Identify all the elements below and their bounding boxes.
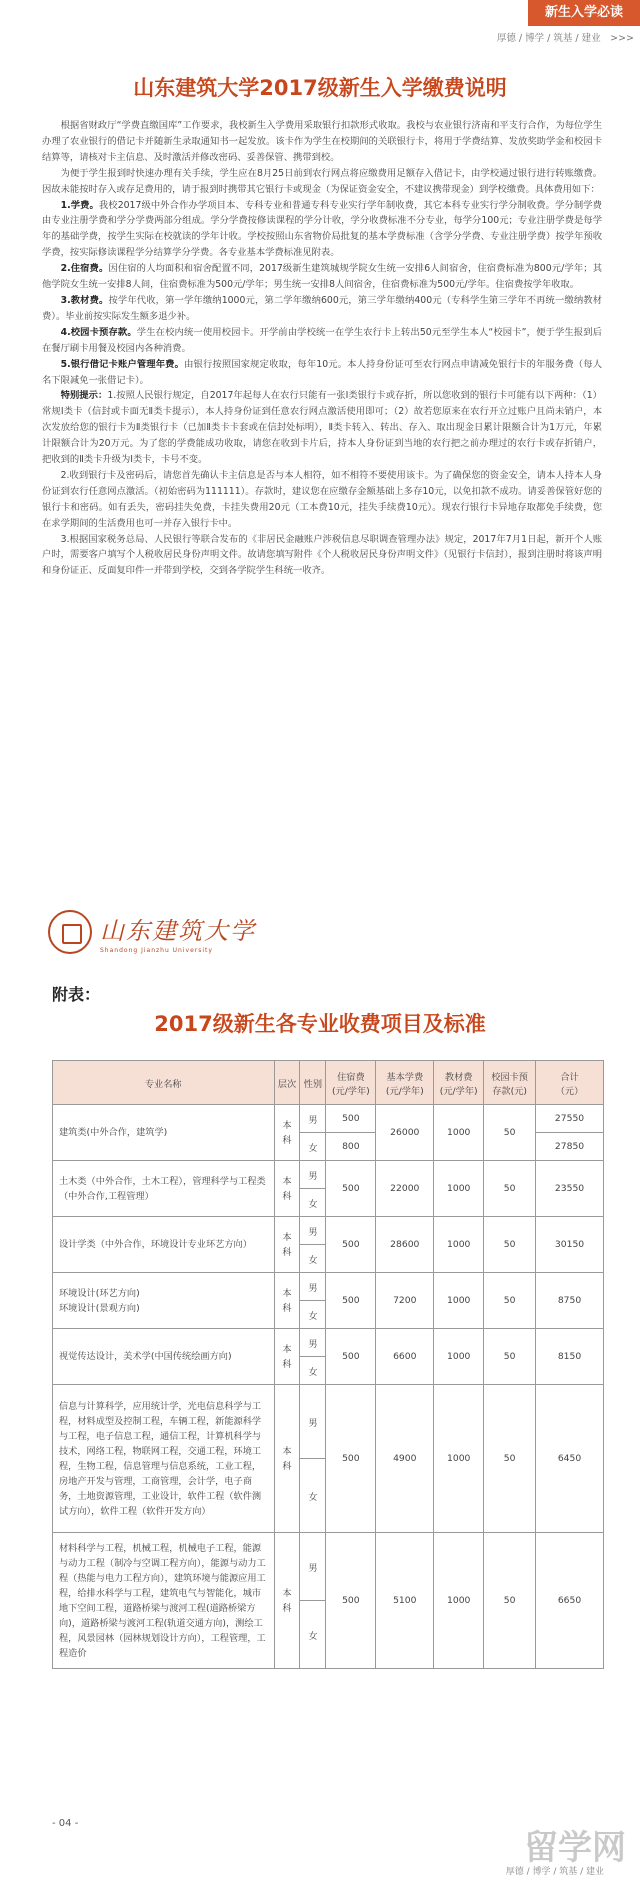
sex-cell: 男 — [300, 1385, 326, 1459]
fee-table — [52, 1060, 604, 1669]
logo-english-name: Shandong Jianzhu University — [100, 946, 213, 954]
major-cell: 视觉传达设计，美术学(中国传统绘画方向) — [53, 1329, 275, 1385]
sex-cell: 男 — [300, 1161, 326, 1189]
sex-cell: 男 — [300, 1105, 326, 1133]
paragraph-label: 特别提示： — [60, 390, 108, 402]
motto-tagline: 厚德 / 博学 / 筑基 / 建业 >>> — [496, 33, 634, 44]
sex-cell: 女 — [300, 1301, 326, 1329]
paragraph-text: 因住宿的人均面积和宿舍配置不同，2017级新生建筑城规学院女生统一安排6人间宿舍，住宿费标准为800元/学年；其他学院女生统一安排8人间，住宿费标准为500元/学年；男生统一安排8人间宿舍，住宿费标准为500元/学年。住宿费按学年收取。 — [42, 263, 602, 291]
paragraph — [42, 357, 602, 389]
paragraph — [42, 388, 602, 468]
table-row — [53, 1385, 604, 1459]
dorm-cell: 800 — [326, 1133, 376, 1161]
level-cell: 本 科 — [274, 1105, 300, 1161]
header-books: 教材费 (元/学年) — [434, 1061, 484, 1105]
table-row — [53, 1273, 604, 1301]
major-cell: 设计学类（中外合作，环境设计专业环艺方向） — [53, 1217, 275, 1273]
card-cell: 50 — [484, 1217, 536, 1273]
tuition-cell: 5100 — [376, 1533, 434, 1669]
dorm-cell: 500 — [326, 1217, 376, 1273]
tuition-cell: 22000 — [376, 1161, 434, 1217]
appendix-label: 附表： — [52, 985, 101, 1004]
total-cell: 6450 — [536, 1385, 604, 1533]
dorm-cell: 500 — [326, 1329, 376, 1385]
dorm-cell: 500 — [326, 1105, 376, 1133]
sex-cell: 女 — [300, 1133, 326, 1161]
books-cell: 1000 — [434, 1161, 484, 1217]
sex-cell: 男 — [300, 1329, 326, 1357]
footer-tagline: 厚德 / 博学 / 筑基 / 建业 — [505, 1867, 604, 1877]
books-cell: 1000 — [434, 1217, 484, 1273]
tuition-cell: 28600 — [376, 1217, 434, 1273]
card-cell: 50 — [484, 1329, 536, 1385]
dorm-cell: 500 — [326, 1385, 376, 1533]
header-dorm: 住宿费 (元/学年) — [326, 1061, 376, 1105]
card-cell: 50 — [484, 1385, 536, 1533]
dorm-cell: 500 — [326, 1533, 376, 1669]
appendix-title: 2017级新生各专业收费项目及标准 — [154, 1012, 486, 1036]
logo-chinese-name: 山东建筑大学 — [100, 916, 256, 945]
university-logo — [48, 910, 256, 954]
paragraph — [42, 293, 602, 325]
table-row — [53, 1533, 604, 1601]
paragraph-text: 由银行按照国家规定收取，每年10元。本人持身份证可至农行网点申请减免银行卡的年服务费（每人名下限减免一张借记卡）。 — [42, 358, 602, 386]
major-cell: 环境设计(环艺方向) 环境设计(景观方向) — [53, 1273, 275, 1329]
tuition-cell: 7200 — [376, 1273, 434, 1329]
major-cell: 土木类（中外合作，土木工程），管理科学与工程类（中外合作,工程管理） — [53, 1161, 275, 1217]
page-number: - 04 - — [52, 1818, 79, 1829]
section-tag: 新生入学必读 — [528, 0, 640, 26]
sex-cell: 女 — [300, 1357, 326, 1385]
total-cell: 27850 — [536, 1133, 604, 1161]
header-sex: 性别 — [300, 1061, 326, 1105]
watermark: 留学网 — [524, 1828, 626, 1868]
paragraph — [42, 325, 602, 357]
level-cell: 本 科 — [274, 1217, 300, 1273]
major-cell: 材料科学与工程，机械工程，机械电子工程，能源与动力工程（制冷与空调工程方向），能源与动力工程（热能与电力工程方向），建筑环境与能源应用工程，给排水科学与工程，建筑电气与智能化，城市地下空间工程，道路桥梁与渡河工程(道路桥梁方向)，道路桥梁与渡河工程(轨道交通方向)，测绘工程，风景园林（园林规划设计方向），工程管理，工程造价 — [53, 1533, 275, 1669]
books-cell: 1000 — [434, 1533, 484, 1669]
tuition-cell: 26000 — [376, 1105, 434, 1161]
books-cell: 1000 — [434, 1105, 484, 1161]
paragraph-label: 3.教材费。 — [60, 294, 109, 306]
sex-cell: 女 — [300, 1189, 326, 1217]
total-cell: 30150 — [536, 1217, 604, 1273]
table-row — [53, 1217, 604, 1245]
table-row — [53, 1329, 604, 1357]
level-cell: 本 科 — [274, 1385, 300, 1533]
total-cell: 23550 — [536, 1161, 604, 1217]
header-tuition: 基本学费 (元/学年) — [376, 1061, 434, 1105]
level-cell: 本 科 — [274, 1329, 300, 1385]
paragraph-text: 我校2017级中外合作办学项目本、专科专业和普通专科专业实行学年制收费，其它本科专业实行学分制收费。学分制学费由专业注册学费和学分学费两部分组成。学分学费按修读课程的学分计收，学分收费标准不分专业，每学分100元；专业注册学费是每学年的基础学费，按学生实际在校就读的学年计收。学校按照山东省物价局批复的基本学费标准（含学分学费、专业注册学费）按学年预收学费，按实际修读课程学分结算学分学费。各专业基本学费标准见附表。 — [42, 199, 602, 259]
level-cell: 本 科 — [274, 1533, 300, 1669]
books-cell: 1000 — [434, 1273, 484, 1329]
dorm-cell: 500 — [326, 1161, 376, 1217]
tuition-cell: 6600 — [376, 1329, 434, 1385]
paragraph — [42, 261, 602, 293]
level-cell: 本 科 — [274, 1273, 300, 1329]
header-level: 层次 — [274, 1061, 300, 1105]
table-row — [53, 1161, 604, 1189]
sex-cell: 男 — [300, 1273, 326, 1301]
paragraph-label: 5.银行借记卡账户管理年费。 — [60, 358, 185, 370]
body-text — [42, 118, 602, 579]
sex-cell: 男 — [300, 1217, 326, 1245]
dorm-cell: 500 — [326, 1273, 376, 1329]
sex-cell: 男 — [300, 1533, 326, 1601]
total-cell: 8150 — [536, 1329, 604, 1385]
total-cell: 6650 — [536, 1533, 604, 1669]
level-cell: 本 科 — [274, 1161, 300, 1217]
sex-cell: 女 — [300, 1245, 326, 1273]
sex-cell: 女 — [300, 1459, 326, 1533]
page-title: 山东建筑大学2017级新生入学缴费说明 — [133, 76, 507, 100]
card-cell: 50 — [484, 1105, 536, 1161]
header-card: 校园卡预 存款(元) — [484, 1061, 536, 1105]
paragraph-text: 1.按照人民银行规定，自2017年起每人在农行只能有一张Ⅰ类银行卡或存折，所以您收到的银行卡可能有以下两种：（1）常规Ⅰ类卡（信封或卡面无Ⅱ类卡提示），本人持身份证到任意农行网点激活使用即可；（2）故若您原来在农行开立过账户且尚未销户，本次发放给您的银行卡为Ⅱ类银行卡（已加Ⅱ类卡卡套或在信封处标明），Ⅱ类卡转入、转出、存入、取出现金日累计限额合计为1万元，年累计限额合计为20万元。为了您的学费能成功收取，请您在收到卡片后，持本人身份证到当地的农行把之前办理过的农行卡或存折销户，把收到的Ⅱ类卡升级为Ⅰ类卡，卡号不变。 — [42, 390, 602, 466]
table-row — [53, 1105, 604, 1133]
major-cell: 信息与计算科学，应用统计学，光电信息科学与工程，材料成型及控制工程，车辆工程，新能源科学与工程，电子信息工程，通信工程，计算机科学与技术，网络工程，物联网工程，交通工程，环境工程，生物工程，信息管理与信息系统，工业工程，房地产开发与管理，工商管理，会计学，电子商务，土地资源管理，工业设计，软件工程（软件测试方向），软件工程（软件开发方向） — [53, 1385, 275, 1533]
paragraph-text: 学生在校内统一使用校园卡。开学前由学校统一在学生农行卡上转出50元至学生本人“校园卡”，便于学生报到后在餐厅刷卡用餐及校园内各种消费。 — [42, 326, 602, 354]
paragraph-label: 2.住宿费。 — [60, 263, 109, 275]
paragraph-label: 4.校园卡预存款。 — [60, 326, 137, 338]
card-cell: 50 — [484, 1273, 536, 1329]
paragraph: 为便于学生报到时快速办理有关手续，学生应在8月25日前到农行网点将应缴费用足额存入借记卡，由学校通过银行进行转账缴费。因故未能按时存入或存足费用的，请于报到时携带其它银行卡或现金（为保证资金安全，不建议携带现金）到学校缴费。具体费用如下： — [42, 167, 602, 195]
books-cell: 1000 — [434, 1329, 484, 1385]
tuition-cell: 4900 — [376, 1385, 434, 1533]
seal-icon — [48, 910, 92, 954]
paragraph-text: 按学年代收，第一学年缴纳1000元，第二学年缴纳600元，第三学年缴纳400元（专科学生第三学年不再统一缴纳教材费）。毕业前按实际发生额多退少补。 — [42, 294, 602, 322]
logo-text — [100, 911, 256, 954]
total-cell: 8750 — [536, 1273, 604, 1329]
card-cell: 50 — [484, 1533, 536, 1669]
books-cell: 1000 — [434, 1385, 484, 1533]
paragraph: 3.根据国家税务总局、人民银行等联合发布的《非居民金融账户涉税信息尽职调查管理办法》规定，2017年7月1日起，新开个人账户时，需要客户填写个人税收居民身份声明文件。故请您填写附件《个人税收居民身份声明文件》（见银行卡信封），报到注册时将该声明和身份证正、反面复印件一并带到学校，交到各学院学生科统一收齐。 — [42, 533, 602, 577]
card-cell: 50 — [484, 1161, 536, 1217]
major-cell: 建筑类(中外合作，建筑学) — [53, 1105, 275, 1161]
paragraph: 2.收到银行卡及密码后，请您首先确认卡主信息是否与本人相符，如不相符不要使用该卡。为了确保您的资金安全，请本人持本人身份证到农行任意网点激活。（初始密码为111111）。存款时，建议您在应缴存金额基础上多存10元，以免扣款不成功。请妥善保管好您的银行卡和密码。如有丢失，密码挂失免费，卡挂失费用20元（工本费10元，挂失手续费10元）。现农行银行卡异地存取都免手续费，您在求学期间的生活费用也可一并存入银行卡中。 — [42, 469, 602, 529]
paragraph-label: 1.学费。 — [60, 199, 99, 211]
header-total: 合计 （元） — [536, 1061, 604, 1105]
table-header-row — [53, 1061, 604, 1105]
header-major: 专业名称 — [53, 1061, 275, 1105]
total-cell: 27550 — [536, 1105, 604, 1133]
sex-cell: 女 — [300, 1601, 326, 1669]
paragraph — [42, 198, 602, 262]
paragraph: 根据省财政厅“学费直缴国库”工作要求，我校新生入学费用采取银行扣款形式收取。我校与农业银行济南和平支行合作，为每位学生办理了农业银行的借记卡并随新生录取通知书一起发放。该卡作为学生在校期间的关联银行卡，将用于学费结算、发放奖助学金和校园卡结算等，请核对卡主信息、及时激活并修改密码、妥善保管、携带到校。 — [42, 120, 602, 163]
